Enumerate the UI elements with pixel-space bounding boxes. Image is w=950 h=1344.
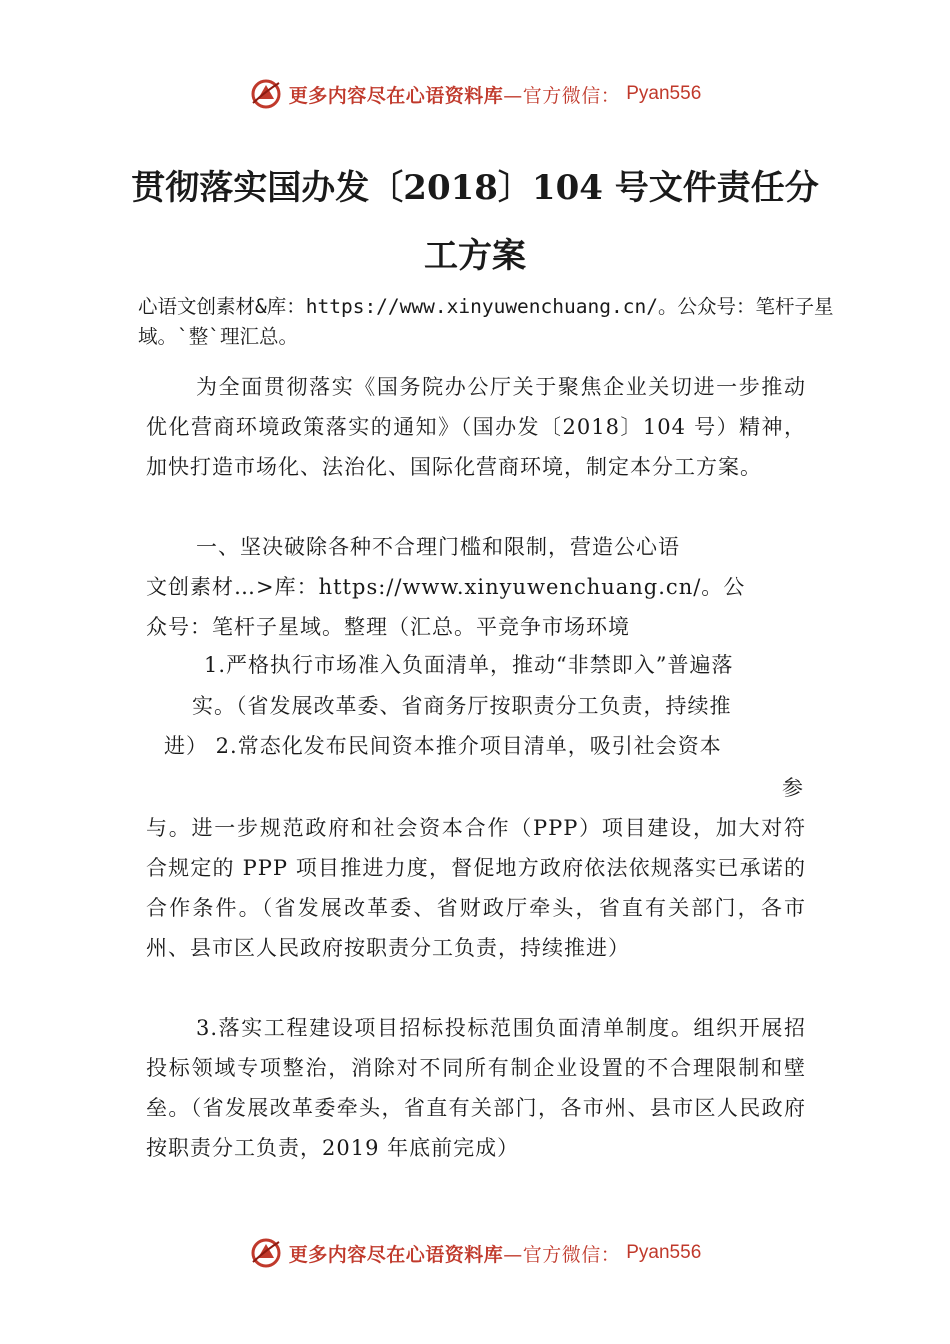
banner-separator: —官方微信：	[503, 84, 621, 107]
footer-banner	[0, 1233, 950, 1273]
item1-line3: 进） 2.常态化发布民间资本推介项目清单，吸引社会资本	[164, 734, 722, 758]
source-note: 心语文创素材&库：https://www.xinyuwenchuang.cn/。公众号：笔杆子星域。`整`理汇总。	[138, 295, 834, 348]
doc-title-line1: 贯彻落实国办发〔2018〕104 号文件责任分	[131, 168, 819, 208]
item1-line2: 实。（省发展改革委、省商务厅按职责分工负责，持续推	[192, 694, 732, 718]
intro-paragraph: 为全面贯彻落实《国务院办公厅关于聚焦企业关切进一步推动优化营商环境政策落实的通知》（国办发〔2018〕104 号）精神，加快打造市场化、法治化、国际化营商环境，制定本分工方案。	[146, 375, 806, 479]
brand-logo-icon	[249, 1236, 283, 1270]
banner-wechat: Pyan556	[626, 1242, 702, 1263]
doc-title-line2: 工方案	[424, 236, 526, 276]
banner-separator: —官方微信：	[503, 1243, 621, 1266]
item2-paragraph: 与。进一步规范政府和社会资本合作（PPP）项目建设，加大对符合规定的 PPP 项目推进力度，督促地方政府依法依规落实已承诺的合作条件。（省发展改革委、省财政厅牵头，省直有关部门，各市州、县市区人民政府按职责分工负责，持续推进）	[146, 816, 806, 960]
banner-wechat: Pyan556	[626, 83, 702, 104]
banner-text: 更多内容尽在心语资料库	[288, 84, 504, 107]
brand-logo-icon	[249, 77, 283, 111]
item1-line4: 参	[782, 776, 804, 800]
banner-text: 更多内容尽在心语资料库	[288, 1243, 504, 1266]
section1-line1: 一、坚决破除各种不合理门槛和限制，营造公心语	[196, 535, 680, 559]
item3-paragraph: 3.落实工程建设项目招标投标范围负面清单制度。组织开展招投标领域专项整治，消除对不同所有制企业设置的不合理限制和壁垒。（省发展改革委牵头，省直有关部门，各市州、县市区人民政府按职责分工负责，2019 年底前完成）	[146, 1016, 806, 1160]
section1-line2: 文创素材…>库：https://www.xinyuwenchuang.cn/。公	[146, 575, 746, 599]
header-banner	[0, 74, 950, 114]
section1-line3: 众号：笔杆子星域。整理（汇总。平竞争市场环境	[146, 615, 630, 639]
item1-line1: 1.严格执行市场准入负面清单，推动“非禁即入”普遍落	[204, 653, 734, 677]
